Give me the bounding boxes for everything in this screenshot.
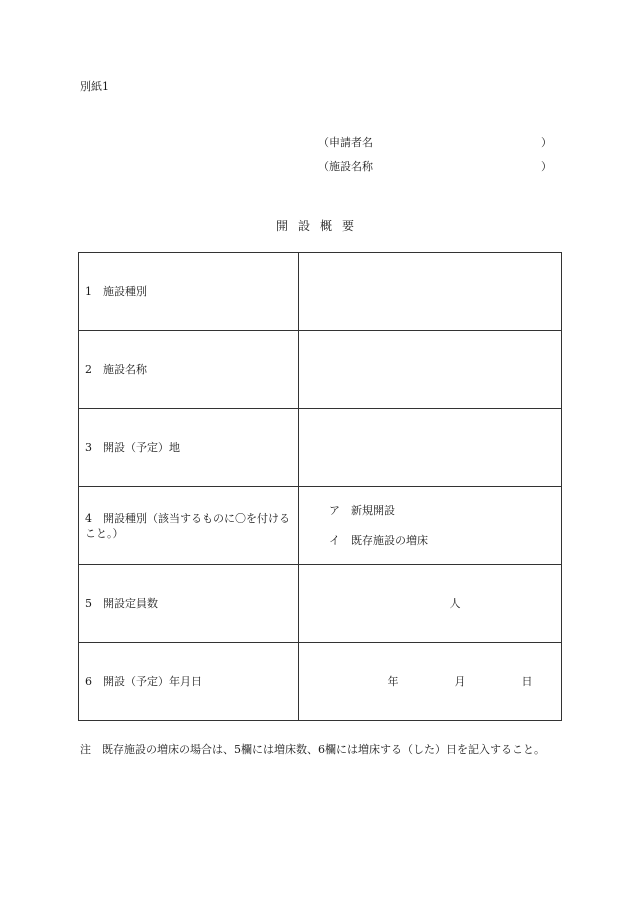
date-year-unit: 年 [387, 675, 399, 688]
applicant-name-close-paren: ） [541, 136, 552, 149]
applicant-name-line [318, 136, 552, 160]
document-title: 開設概要 [275, 219, 364, 233]
row-number: 3 [85, 441, 92, 454]
option-kana: イ [329, 533, 340, 547]
location-field[interactable] [299, 409, 562, 487]
row-number: 6 [85, 675, 92, 688]
row-label-facility-type [79, 253, 299, 331]
row-label-opening-date [79, 643, 299, 721]
option-expansion[interactable] [299, 526, 561, 556]
date-day-unit: 日 [521, 675, 533, 688]
row-label-opening-type [79, 487, 299, 565]
summary-table [78, 252, 562, 721]
facility-name-field[interactable] [299, 331, 562, 409]
row-label-text: 開設（予定）年月日 [103, 675, 202, 688]
opening-date-field[interactable] [299, 643, 562, 721]
footnote [80, 743, 545, 757]
applicant-block [318, 136, 552, 184]
row-label-text: 開設定員数 [103, 597, 158, 610]
row-label-text: 施設名称 [103, 363, 147, 376]
facility-name-open-paren: （施設名称 [318, 160, 373, 173]
table-row [79, 409, 562, 487]
applicant-name-open-paren: （申請者名 [318, 136, 373, 149]
table-row [79, 643, 562, 721]
facility-name-close-paren: ） [541, 160, 552, 173]
row-label-facility-name [79, 331, 299, 409]
table-row [79, 253, 562, 331]
option-label: 既存施設の増床 [351, 533, 428, 547]
row-number: 4 [85, 511, 92, 525]
row-label-text: 施設種別 [103, 285, 147, 298]
row-label-location [79, 409, 299, 487]
opening-type-options [299, 487, 562, 565]
footnote-text: 既存施設の増床の場合は、5欄には増床数、6欄には増床する（した）日を記入すること。 [102, 743, 545, 756]
row-label-text: 開設種別（該当するものに〇を付けること。） [85, 511, 290, 540]
footnote-mark: 注 [80, 743, 91, 756]
table-row [79, 331, 562, 409]
option-new-opening[interactable] [299, 496, 561, 526]
row-label-capacity [79, 565, 299, 643]
capacity-unit: 人 [449, 597, 461, 610]
applicant-name-label: 申請者名 [329, 136, 373, 149]
table-row [79, 487, 562, 565]
option-label: 新規開設 [351, 503, 395, 517]
facility-name-label: 施設名称 [329, 160, 373, 173]
row-number: 2 [85, 363, 92, 376]
facility-type-field[interactable] [299, 253, 562, 331]
facility-name-line [318, 160, 552, 184]
row-number: 5 [85, 597, 92, 610]
option-kana: ア [329, 503, 340, 517]
date-month-unit: 月 [454, 675, 466, 688]
attachment-label: 別紙1 [80, 80, 109, 93]
table-row [79, 565, 562, 643]
capacity-field[interactable] [299, 565, 562, 643]
row-label-text: 開設（予定）地 [103, 441, 180, 454]
row-number: 1 [85, 285, 92, 298]
